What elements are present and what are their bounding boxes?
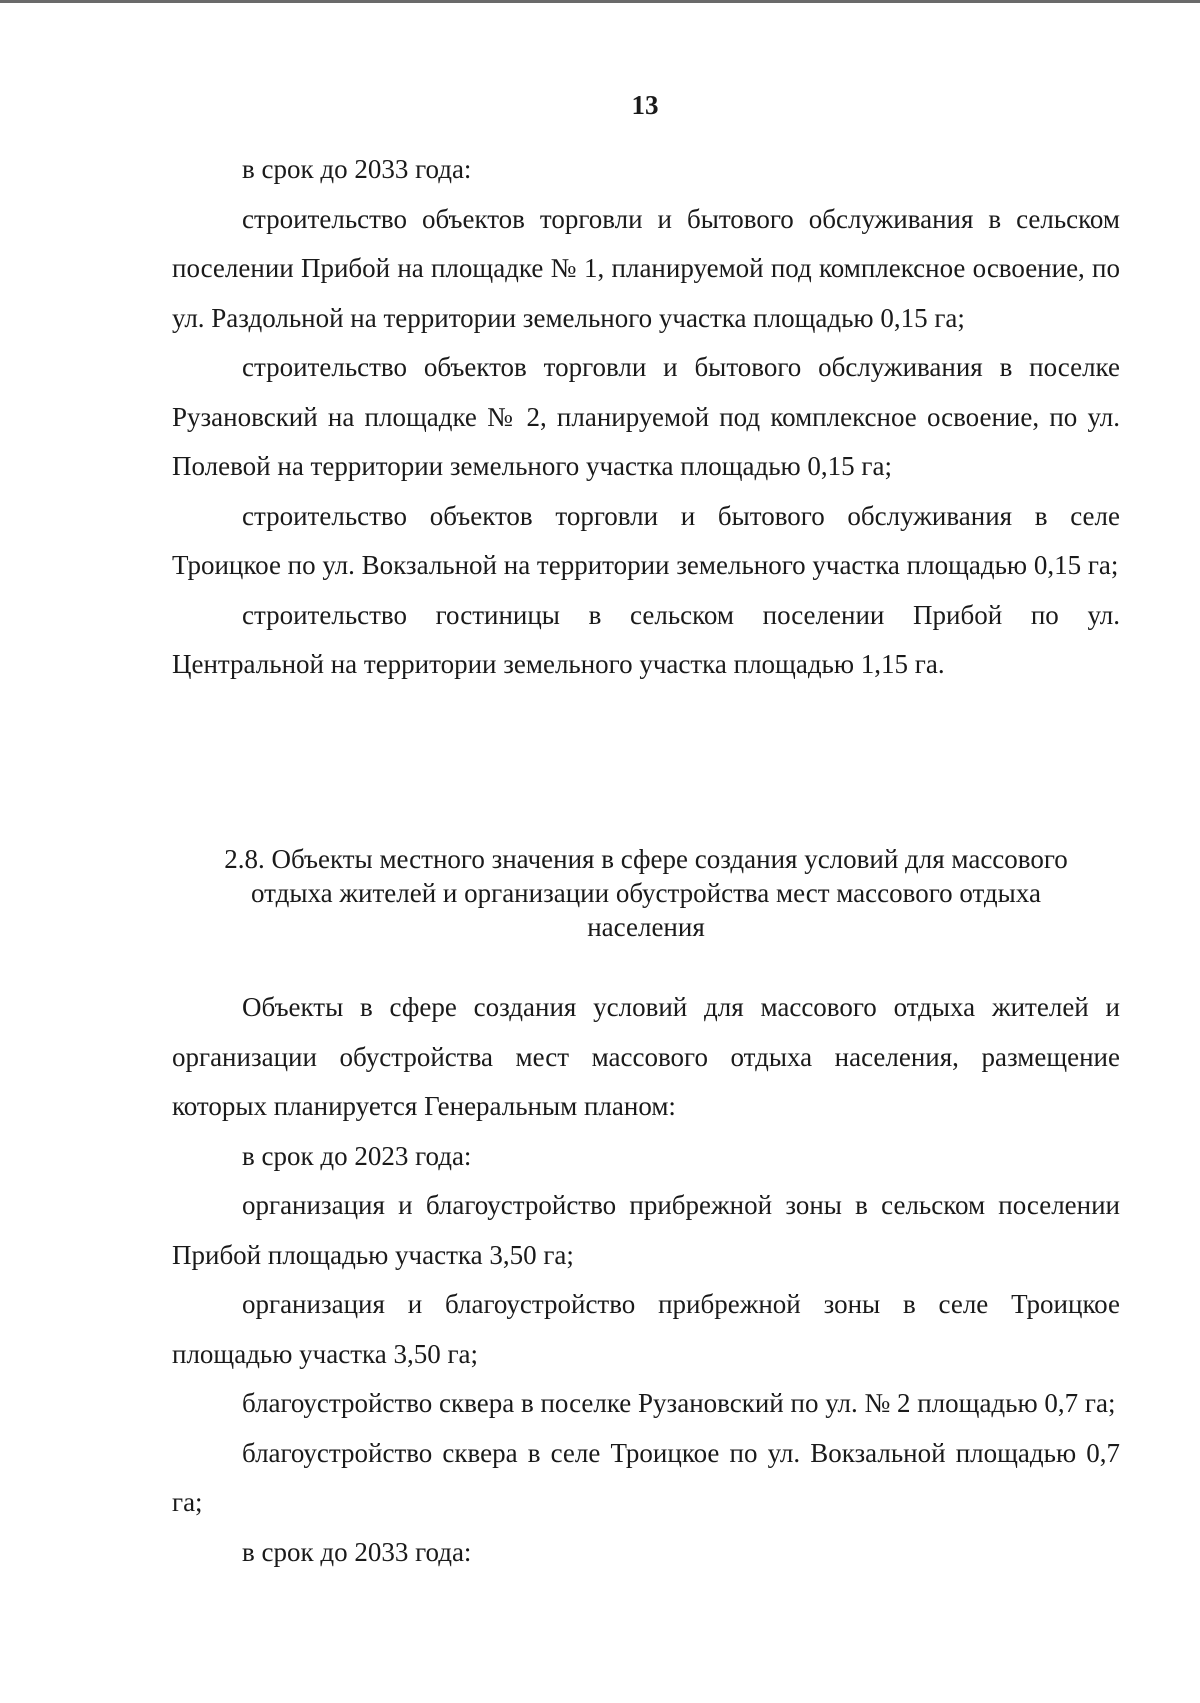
paragraph: организация и благоустройство прибрежной зоны в сельском поселении Прибой площадью участка 3,50 га; bbox=[172, 1190, 1120, 1270]
intro-paragraph: Объекты в сфере создания условий для массового отдыха жителей и организации обустройства мест массового отдыха населения, размещение которых планируется Генеральным планом: bbox=[172, 992, 1120, 1121]
section-top bbox=[172, 145, 1120, 690]
paragraph: строительство объектов торговли и бытового обслуживания в селе Троицкое по ул. Вокзальной на территории земельного участка площадью 0,15 га; bbox=[172, 500, 1120, 580]
page-number: 13 bbox=[631, 90, 659, 120]
heading-line: отдыха жителей и организации обустройства мест массового отдыха bbox=[251, 878, 1041, 908]
heading-line: 2.8. Объекты местного значения в сфере создания условий для массового bbox=[224, 844, 1068, 874]
paragraph: благоустройство сквера в поселке Рузановский по ул. № 2 площадью 0,7 га; bbox=[242, 1388, 1116, 1418]
paragraph: организация и благоустройство прибрежной зоны в селе Троицкое площадью участка 3,50 га; bbox=[172, 1289, 1120, 1369]
paragraph: строительство гостиницы в сельском поселении Прибой по ул. Центральной на территории земельного участка площадью 1,15 га. bbox=[172, 599, 1120, 679]
paragraph: строительство объектов торговли и бытового обслуживания в поселке Рузановский на площадке № 2, планируемой под комплексное освоение, по ул. Полевой на территории земельного участка площадью 0,15 га; bbox=[172, 352, 1120, 481]
paragraph: благоустройство сквера в селе Троицкое по ул. Вокзальной площадью 0,7 га; bbox=[172, 1437, 1120, 1517]
section-2-8-body bbox=[172, 983, 1120, 1577]
paragraph: строительство объектов торговли и бытового обслуживания в сельском поселении Прибой на площадке № 1, планируемой под комплексное освоение, по ул. Раздольной на территории земельного участка площадью 0,15 га; bbox=[172, 203, 1120, 333]
term-2033-label: в срок до 2033 года: bbox=[242, 1536, 472, 1567]
term-2033-label: в срок до 2033 года: bbox=[242, 154, 472, 184]
scan-top-border bbox=[0, 0, 1200, 3]
term-2023-label: в срок до 2023 года: bbox=[242, 1140, 472, 1171]
heading-line: населения bbox=[587, 912, 705, 942]
section-heading-2-8 bbox=[172, 842, 1120, 944]
